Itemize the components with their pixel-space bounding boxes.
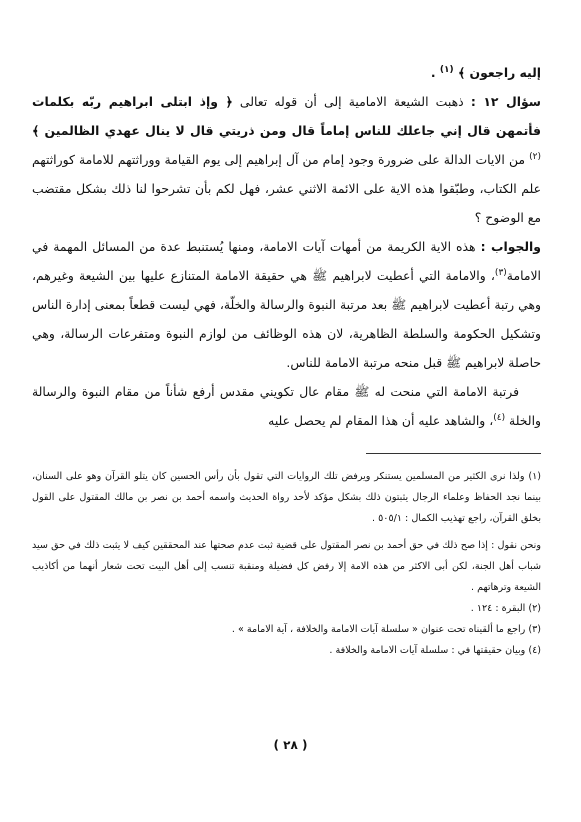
footnote-ref-3: (٣) xyxy=(494,267,507,278)
footnote-ref-1: (١) xyxy=(439,64,454,75)
footnote-4: (٤) وبيان حقيقتها في : سلسلة آيات الامامة والخلافة . xyxy=(329,645,541,656)
question-label: سؤال ١٢ : xyxy=(470,94,541,109)
question-paragraph xyxy=(32,87,541,232)
footnote-ref-2: (٢) xyxy=(529,151,541,162)
second-text-2: ، والشاهد عليه أن هذا المقام لم يحصل عليه xyxy=(268,413,494,428)
answer-text-1: هذه الاية الكريمة من أمهات آيات الامامة، ومنها يُستنبط عدة من المسائل المهمة في الامامة xyxy=(32,239,541,283)
page-number: ( ٢٨ ) xyxy=(273,738,308,752)
footnote-2: (٢) البقرة : ١٢٤ . xyxy=(470,603,541,614)
answer-paragraph xyxy=(32,232,541,377)
footnote-1: (١) ولذا نرى الكثير من المسلمين يستنكر ويرفض تلك الروايات التي تقول بأن رأس الحسين كان يتلو القرآن وهو على السنان، بينما نجد الحفاظ وعلماء الرجال يثبتون ذلك بشكل مؤكد لأحد رواة الحديث واسمه أحمد بن نصر بن مالك المقتول على القول بخلق القرآن، راجع تهذيب الكمال : ٥٠٥/١ . xyxy=(32,471,541,524)
footnote-ref-4: (٤) xyxy=(493,412,506,423)
intro-line: إليه راجعون ﴾ $^{(١)}$ . xyxy=(430,64,541,80)
answer-text-2: ، والامامة التي أعطيت لابراهيم ﷺ هي حقيقة الامامة المتنازع عليها بين الشيعة وغيرهم، وهي رتبة أعطيت لابراهيم ﷺ بعد مرتبة النبوة والرسالة والخلّة، فهي ليست قطعاً بمعنى إدارة الناس وتشكيل الحكومة والسلطة الظاهرية، لان هذه الوظائف من لوازم النبوة ومتفرعات الرسالة، وهي حاصلة لابراهيم ﷺ قبل منحه مرتبة الامامة للناس. xyxy=(32,268,541,370)
second-paragraph xyxy=(32,377,541,435)
footnote-divider xyxy=(366,453,541,454)
footnote-1-continued: ونحن نقول : إذا صح ذلك في حق أحمد بن نصر المقتول على قضية ثبت عدم صحتها عند المحققين كيف لا يثبت ذلك في حق سيد شباب أهل الجنة، لكن أبى الاكثر من هذه الامة إلا رفض كل فضيلة ومنقبة تنسب إلى أهل البيت تحت شعار أنهما من أكاذيب الشيعة وترهاتهم . xyxy=(32,540,541,593)
answer-label: والجواب : xyxy=(480,239,541,254)
second-text-1: فرتبة الامامة التي منحت له ﷺ مقام عال تكويني مقدس أرفع شأناً من مقام النبوة والرسالة والخلة xyxy=(32,384,541,428)
question-verse: ﴿ وإذ ابتلى ابراهيم ربّه بكلمات فأتمهن قال إني جاعلك للناس إماماً قال ومن ذريتي قال لا ينال عهدي الظالمين ﴾ xyxy=(32,94,541,138)
question-text-1: ذهبت الشيعة الامامية إلى أن قوله تعالى xyxy=(232,94,471,109)
footnotes xyxy=(32,466,541,661)
main-text xyxy=(32,58,541,435)
footnote-3: (٣) راجع ما ألقيناه تحت عنوان « سلسلة آيات الامامة والخلافة ، آية الامامة » . xyxy=(231,624,541,635)
intro-line-text: إليه راجعون ﴾ xyxy=(457,65,541,80)
question-text-2: من الايات الدالة على ضرورة وجود إمام من آل إبراهيم إلى يوم القيامة ووراثتهم للامامة كوراثتهم علم الكتاب، وطبّقوا هذه الاية على الائمة الاثني عشر، فهل لكم بأن تشرحوا لنا ذلك بشكل مقتضب مع الوضوح ؟ xyxy=(32,152,541,225)
